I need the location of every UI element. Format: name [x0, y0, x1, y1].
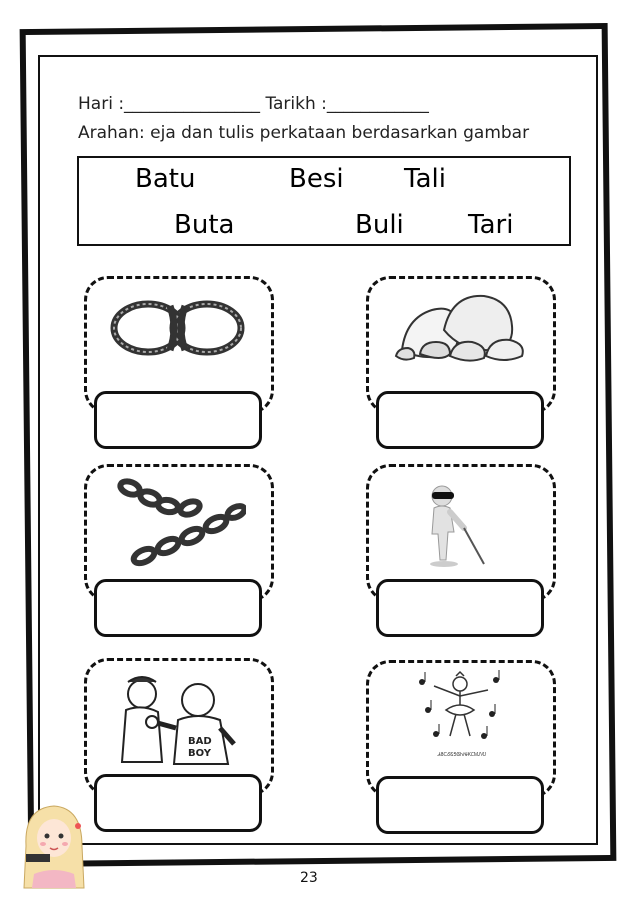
- answer-box[interactable]: [376, 579, 544, 637]
- rope-knot-icon: [110, 294, 245, 366]
- blind-person-icon: [420, 484, 490, 568]
- answer-box[interactable]: [376, 391, 544, 449]
- word-bank-item: Buli: [355, 210, 404, 240]
- dancer-caption: ᏗᏰᏟᎴᏋᎦᎶᏂᎥᏠᏦᏝᎷᏁᎧ: [437, 752, 487, 758]
- page-number: 23: [300, 870, 318, 886]
- word-bank-item: Batu: [135, 164, 196, 194]
- bully-icon: [108, 672, 240, 768]
- instruction-text: Arahan: eja dan tulis perkataan berdasarkan gambar: [78, 123, 530, 143]
- svg-text:BAD: BAD: [188, 736, 212, 747]
- day-date-line: Hari :________________ Tarikh :____________: [78, 94, 429, 114]
- word-bank-item: Tali: [404, 164, 446, 194]
- word-bank: [77, 156, 571, 246]
- word-bank-item: Besi: [289, 164, 344, 194]
- mascot-girl-icon: [20, 800, 90, 890]
- rocks-icon: [392, 290, 530, 365]
- answer-box[interactable]: [94, 774, 262, 832]
- answer-box[interactable]: [94, 391, 262, 449]
- word-bank-item: Buta: [174, 210, 235, 240]
- answer-box[interactable]: [376, 776, 544, 834]
- dancer-icon: [412, 670, 508, 764]
- word-bank-item: Tari: [468, 210, 514, 240]
- svg-text:BOY: BOY: [188, 748, 212, 759]
- answer-box[interactable]: [94, 579, 262, 637]
- chain-icon: [116, 476, 246, 568]
